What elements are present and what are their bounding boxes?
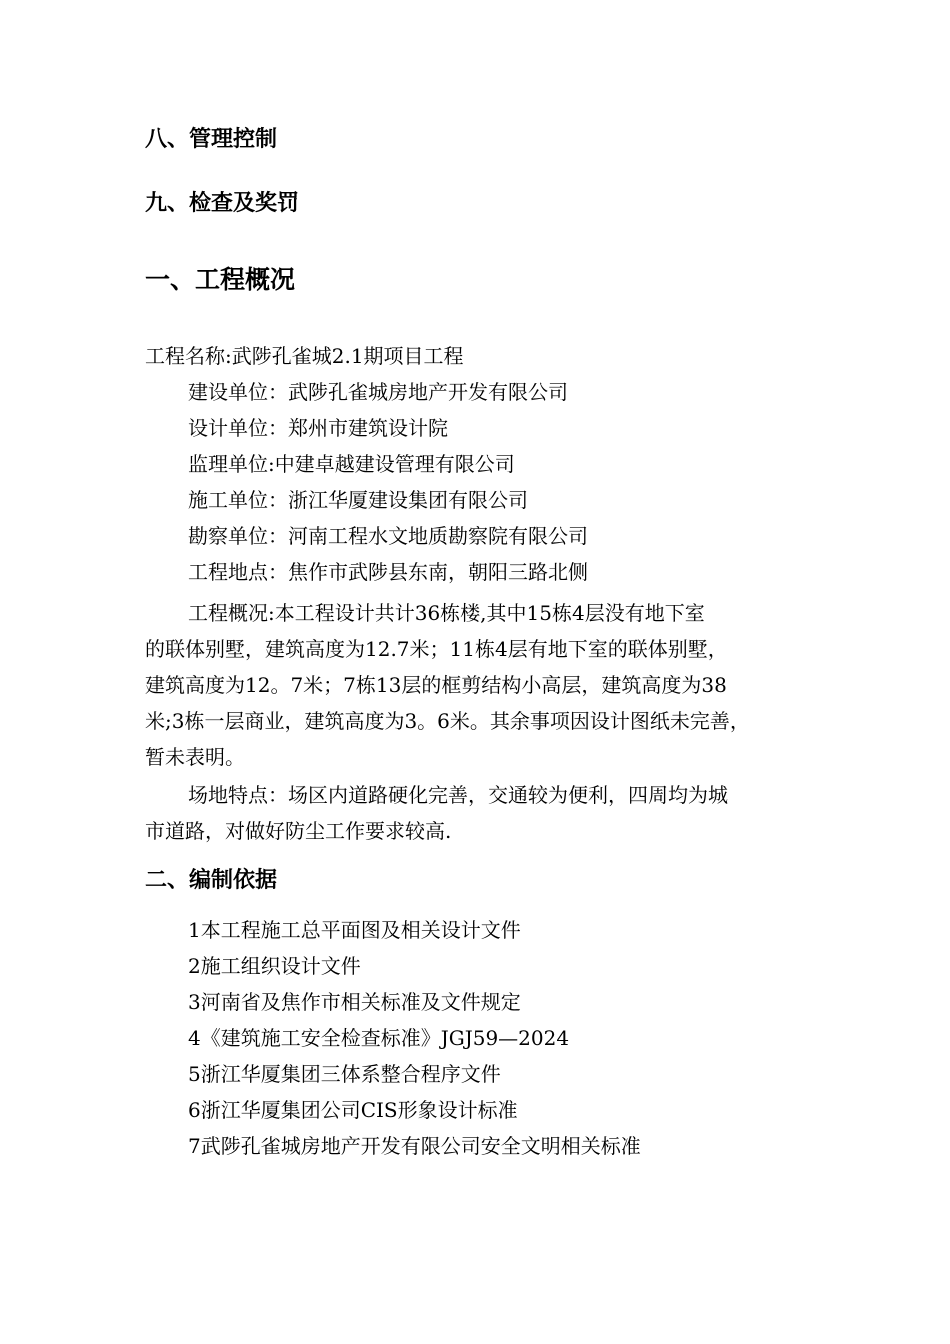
section-2-heading: 二、编制依据 [145,868,278,893]
project-location: 工程地点：焦作市武陟县东南，朝阳三路北侧 [188,560,588,584]
basis-list-item: 2施工组织设计文件 [188,954,361,978]
overview-line: 的联体别墅，建筑高度为12.7米；11栋4层有地下室的联体别墅， [145,637,728,661]
overview-line: 工程概况:本工程设计共计36栋楼,其中15栋4层没有地下室 [188,601,705,625]
project-name: 工程名称:武陟孔雀城2.1期项目工程 [145,344,464,368]
basis-list-item: 7武陟孔雀城房地产开发有限公司安全文明相关标准 [188,1134,641,1158]
overview-line: 暂未表明。 [145,745,245,769]
basis-list-item: 6浙江华厦集团公司CIS形象设计标准 [188,1098,518,1122]
basis-list-item: 5浙江华厦集团三体系整合程序文件 [188,1062,501,1086]
survey-unit: 勘察单位：河南工程水文地质勘察院有限公司 [188,524,588,548]
overview-line: 米;3栋一层商业，建筑高度为3。6米。其余事项因设计图纸未完善， [145,709,750,733]
owner-unit: 建设单位：武陟孔雀城房地产开发有限公司 [188,380,568,404]
overview-line: 建筑高度为12。7米；7栋13层的框剪结构小高层，建筑高度为38 [145,673,727,697]
site-features-line: 场地特点：场区内道路硬化完善，交通较为便利，四周均为城 [188,783,728,807]
toc-item-8: 八、管理控制 [145,127,278,152]
design-unit: 设计单位：郑州市建筑设计院 [188,416,448,440]
supervision-unit: 监理单位:中建卓越建设管理有限公司 [188,452,515,476]
basis-list-item: 1本工程施工总平面图及相关设计文件 [188,918,521,942]
basis-list-item: 3河南省及焦作市相关标准及文件规定 [188,990,521,1014]
section-1-heading: 一、工程概况 [145,265,296,294]
toc-item-9: 九、检查及奖罚 [145,191,300,216]
basis-list-item: 4《建筑施工安全检查标准》JGJ59—2024 [188,1026,570,1050]
construction-unit: 施工单位：浙江华厦建设集团有限公司 [188,488,528,512]
site-features-line: 市道路，对做好防尘工作要求较高. [145,819,452,843]
